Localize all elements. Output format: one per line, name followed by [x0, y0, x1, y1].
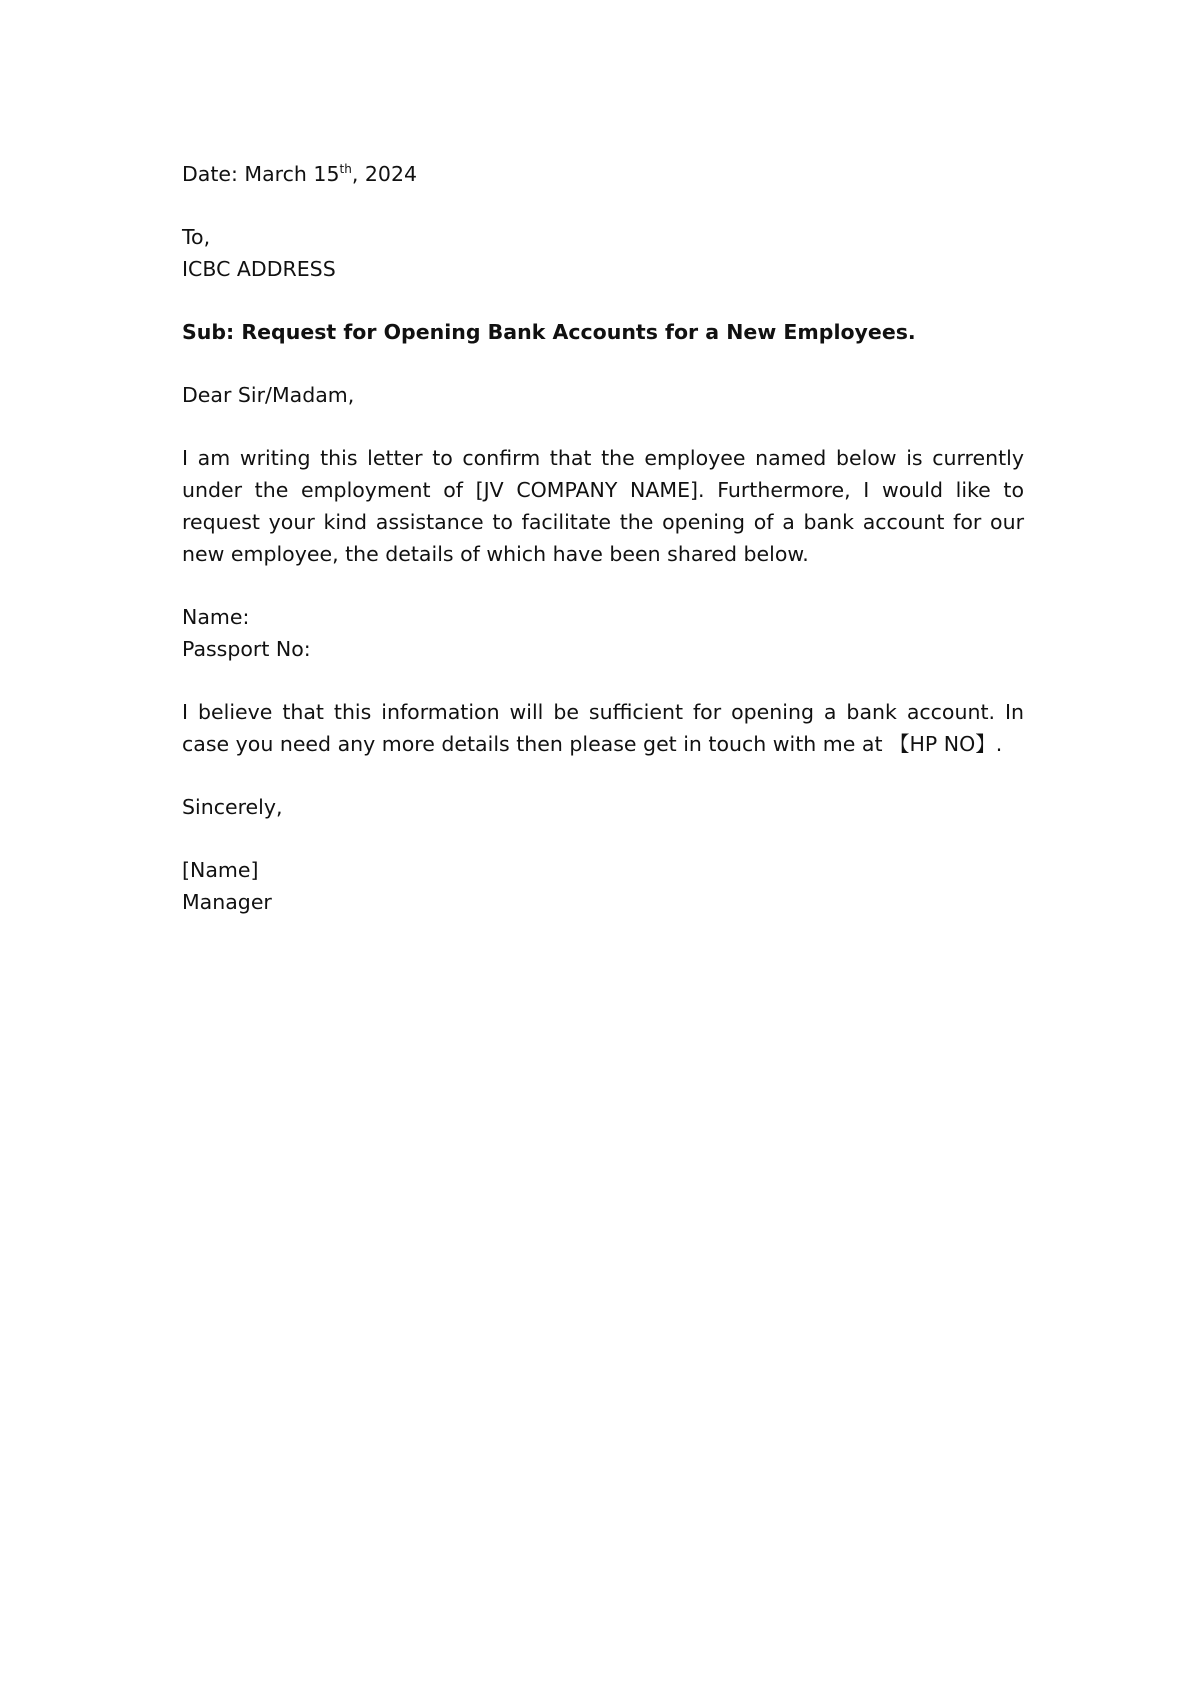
date-ordinal-suffix: th: [339, 162, 352, 177]
recipient-to: To,: [182, 225, 211, 249]
letter-subject: Sub: Request for Opening Bank Accounts for a New Employees.: [182, 320, 916, 344]
recipient-address: ICBC ADDRESS: [182, 257, 336, 281]
employee-fields: [182, 601, 1024, 665]
letter-salutation: Dear Sir/Madam,: [182, 383, 355, 407]
date-year: , 2024: [351, 162, 418, 186]
letter-date: [182, 158, 1024, 190]
date-text: Date: March 15: [182, 162, 340, 186]
signature-title: Manager: [182, 890, 272, 914]
field-passport-label: Passport No:: [182, 637, 311, 661]
letter-closing: Sincerely,: [182, 795, 283, 819]
recipient-block: [182, 221, 1024, 285]
signature-name: [Name]: [182, 858, 259, 882]
body-paragraph-2: I believe that this information will be sufficient for opening a bank account. In case you need any more details then please get in touch with me at 【HP NO】.: [182, 700, 1024, 756]
letter-body: [182, 158, 1024, 949]
body-paragraph-1: I am writing this letter to confirm that the employee named below is currently under the employment of [JV COMPANY NAME]. Furthermore, I would like to request your kind assistance to facilitate the opening of a bank account for our new employee, the details of which have been shared below.: [182, 446, 1024, 566]
field-name-label: Name:: [182, 605, 250, 629]
signature-block: [182, 854, 1024, 918]
